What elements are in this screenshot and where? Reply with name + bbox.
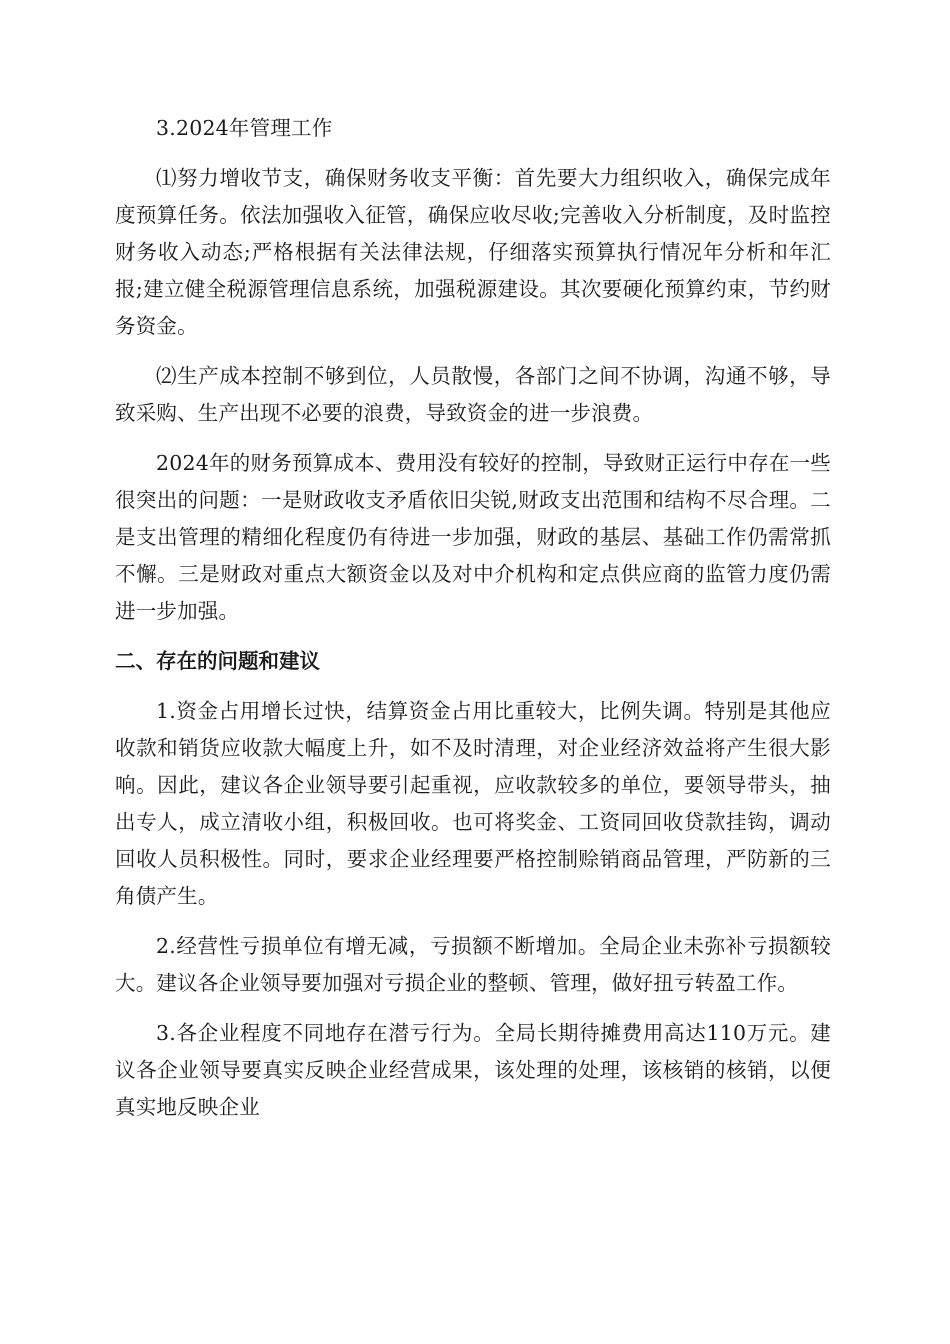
paragraph: 2.经营性亏损单位有增无减，亏损额不断增加。全局企业未弥补亏损额较大。建议各企业领导要加强对亏损企业的整顿、管理，做好扭亏转盈工作。 <box>115 934 831 995</box>
paragraph: ⑵生产成本控制不够到位，人员散慢，各部门之间不协调，沟通不够，导致采购、生产出现不必要的浪费，导致资金的进一步浪费。 <box>115 364 831 425</box>
document-page <box>115 110 831 1126</box>
paragraph: 1.资金占用增长过快，结算资金占用比重较大，比例失调。特别是其他应收款和销货应收款大幅度上升，如不及时清理，对企业经济效益将产生很大影响。因此，建议各企业领导要引起重视，应收款较多的单位，要领导带头，抽出专人，成立清收小组，积极回收。也可将奖金、工资同回收贷款挂钩，调动回收人员积极性。同时，要求企业经理要严格控制赊销商品管理，严防新的三角债产生。 <box>115 699 831 908</box>
paragraph: ⑴努力增收节支，确保财务收支平衡：首先要大力组织收入，确保完成年度预算任务。依法加强收入征管，确保应收尽收;完善收入分析制度，及时监控财务收入动态;严格根据有关法律法规，仔细落实预算执行情况年分析和年汇报;建立健全税源管理信息系统，加强税源建设。其次要硬化预算约束，节约财务资金。 <box>115 166 831 338</box>
section-heading: 二、存在的问题和建议 <box>115 649 320 673</box>
paragraph: 2024年的财务预算成本、费用没有较好的控制，导致财正运行中存在一些很突出的问题：一是财政收支矛盾依旧尖锐,财政支出范围和结构不尽合理。二是支出管理的精细化程度仍有待进一步加强，财政的基层、基础工作仍需常抓不懈。三是财政对重点大额资金以及对中介机构和定点供应商的监管力度仍需进一步加强。 <box>115 451 831 623</box>
section-subheading: 3.2024年管理工作 <box>156 116 333 140</box>
paragraph: 3.各企业程度不同地存在潜亏行为。全局长期待摊费用高达110万元。建议各企业领导要真实反映企业经营成果，该处理的处理，该核销的核销，以便真实地反映企业 <box>115 1021 831 1119</box>
